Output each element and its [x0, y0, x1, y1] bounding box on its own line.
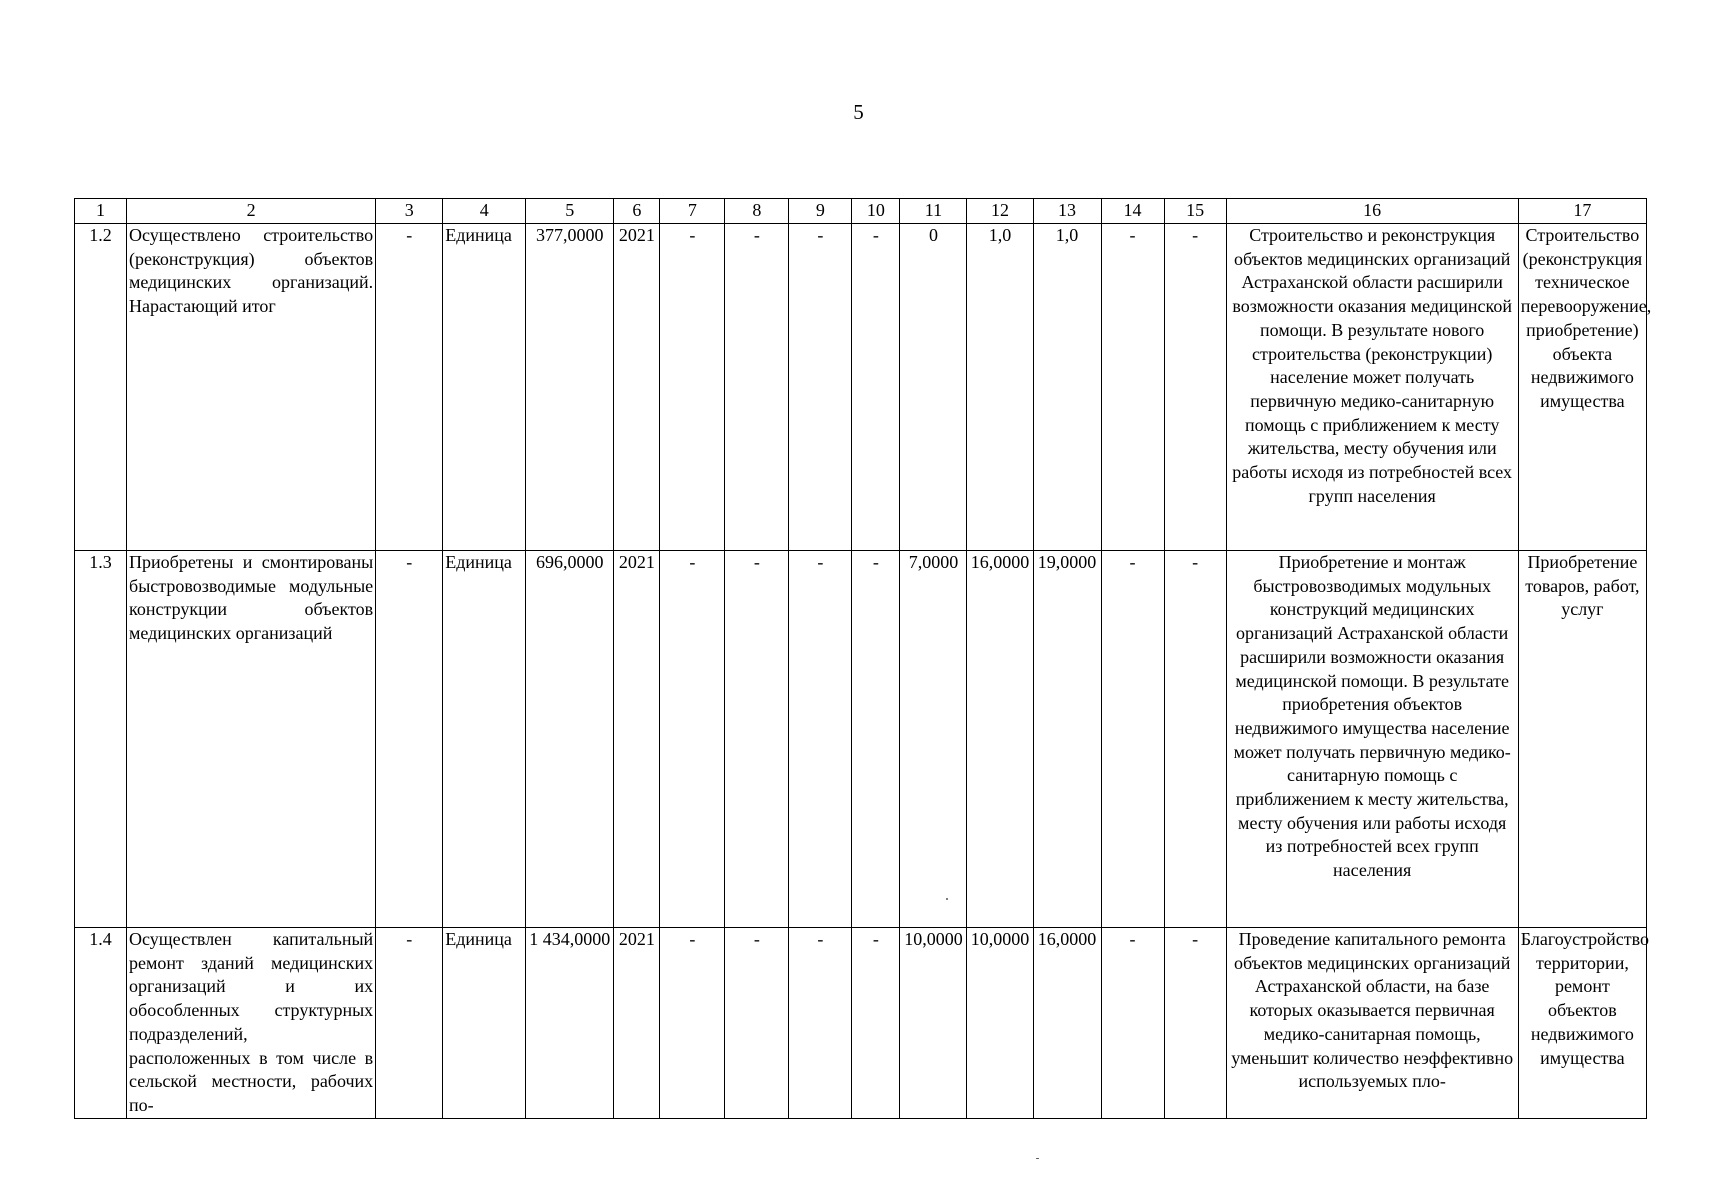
header-cell: 13 — [1033, 199, 1101, 224]
cell-col14: - — [1101, 224, 1164, 551]
header-cell: 16 — [1226, 199, 1518, 224]
base-value: 377,0000 — [526, 224, 614, 551]
cell-col15: - — [1164, 551, 1226, 928]
indicators-table — [74, 198, 1652, 1119]
row-number: 1.2 — [75, 224, 127, 551]
description-cell: Строительство и реконструкция объектов медицинских организаций Астраханской области расширили возможности оказания медицинской помощи. В результате нового строительства (реконструкции) население может получать первичную медико-санитарную помощь с приближением к месту жительства, месту обучения или работы исходя из потребностей всех групп населения — [1226, 224, 1518, 551]
base-year: 2021 — [614, 224, 660, 551]
header-cell: 14 — [1101, 199, 1164, 224]
header-cell: 4 — [443, 199, 526, 224]
cell-col14: - — [1101, 551, 1164, 928]
cell-col11: 10,0000 — [900, 928, 967, 1119]
cell-col3: - — [376, 551, 443, 928]
indicator-name: Осуществлено строительство (реконструкция) объектов медицинских организаций. Нарастающий итог — [127, 224, 376, 551]
cell-col12: 16,0000 — [967, 551, 1033, 928]
row-number: 1.4 — [75, 928, 127, 1119]
table-row — [75, 928, 1647, 1119]
row-number: 1.3 — [75, 551, 127, 928]
header-cell: 7 — [660, 199, 725, 224]
cell-col9: - — [789, 928, 852, 1119]
cell-col15: - — [1164, 928, 1226, 1119]
cell-col13: 1,0 — [1033, 224, 1101, 551]
header-cell: 3 — [376, 199, 443, 224]
cell-col10: - — [852, 928, 900, 1119]
base-year: 2021 — [614, 551, 660, 928]
table-row — [75, 551, 1647, 928]
cell-col3: - — [376, 928, 443, 1119]
unit-cell: Единица — [443, 928, 526, 1119]
cell-col13: 16,0000 — [1033, 928, 1101, 1119]
header-cell: 15 — [1164, 199, 1226, 224]
header-cell: 12 — [967, 199, 1033, 224]
cell-col14: - — [1101, 928, 1164, 1119]
cell-col11: 7,0000 — [900, 551, 967, 928]
table-header-row — [75, 199, 1647, 224]
cell-col9: - — [789, 224, 852, 551]
category-cell: Благоустройство территории, ремонт объектов недвижимого имущества — [1518, 928, 1646, 1119]
header-cell: 10 — [852, 199, 900, 224]
cell-col11: 0 — [900, 224, 967, 551]
cell-col15: - — [1164, 224, 1226, 551]
category-cell: Приобретение товаров, работ, услуг — [1518, 551, 1646, 928]
header-cell: 17 — [1518, 199, 1646, 224]
cell-col10: - — [852, 551, 900, 928]
header-cell: 6 — [614, 199, 660, 224]
cell-col7: - — [660, 551, 725, 928]
cell-col12: 1,0 — [967, 224, 1033, 551]
header-cell: 11 — [900, 199, 967, 224]
header-cell: 9 — [789, 199, 852, 224]
cell-col9: - — [789, 551, 852, 928]
base-year: 2021 — [614, 928, 660, 1119]
base-value: 1 434,0000 — [526, 928, 614, 1119]
indicator-name: Осуществлен капитальный ремонт зданий медицинских организаций и их обособленных структурных подразделений, расположенных в том числе в сельской местности, рабочих по- — [127, 928, 376, 1119]
base-value: 696,0000 — [526, 551, 614, 928]
cell-col8: - — [725, 551, 789, 928]
header-cell: 2 — [127, 199, 376, 224]
cell-col7: - — [660, 928, 725, 1119]
description-cell: Приобретение и монтаж быстровозводимых модульных конструкций медицинских организаций Астраханской области расширили возможности оказания медицинской помощи. В результате приобретения объектов недвижимого имущества население может получать первичную медико-санитарную помощь с приближением к месту жительства, месту обучения или работы исходя из потребностей всех групп населения — [1226, 551, 1518, 928]
table-row — [75, 224, 1647, 551]
unit-cell: Единица — [443, 224, 526, 551]
scan-speck — [946, 898, 948, 900]
cell-col12: 10,0000 — [967, 928, 1033, 1119]
cell-col3: - — [376, 224, 443, 551]
header-cell: 5 — [526, 199, 614, 224]
cell-col13: 19,0000 — [1033, 551, 1101, 928]
cell-col8: - — [725, 928, 789, 1119]
unit-cell: Единица — [443, 551, 526, 928]
indicator-name: Приобретены и смонтированы быстровозводимые модульные конструкции объектов медицинских организаций — [127, 551, 376, 928]
description-cell: Проведение капитального ремонта объектов медицинских организаций Астраханской области, на базе которых оказывается первичная медико-санитарная помощь, уменьшит количество неэффективно используемых пло- — [1226, 928, 1518, 1119]
page-number: 5 — [853, 100, 864, 124]
header-cell: 8 — [725, 199, 789, 224]
category-cell: Строительство (реконструкция техническое перевооружение, приобретение) объекта недвижимого имущества — [1518, 224, 1646, 551]
header-cell: 1 — [75, 199, 127, 224]
scan-speck — [1036, 1158, 1039, 1159]
cell-col10: - — [852, 224, 900, 551]
cell-col8: - — [725, 224, 789, 551]
cell-col7: - — [660, 224, 725, 551]
